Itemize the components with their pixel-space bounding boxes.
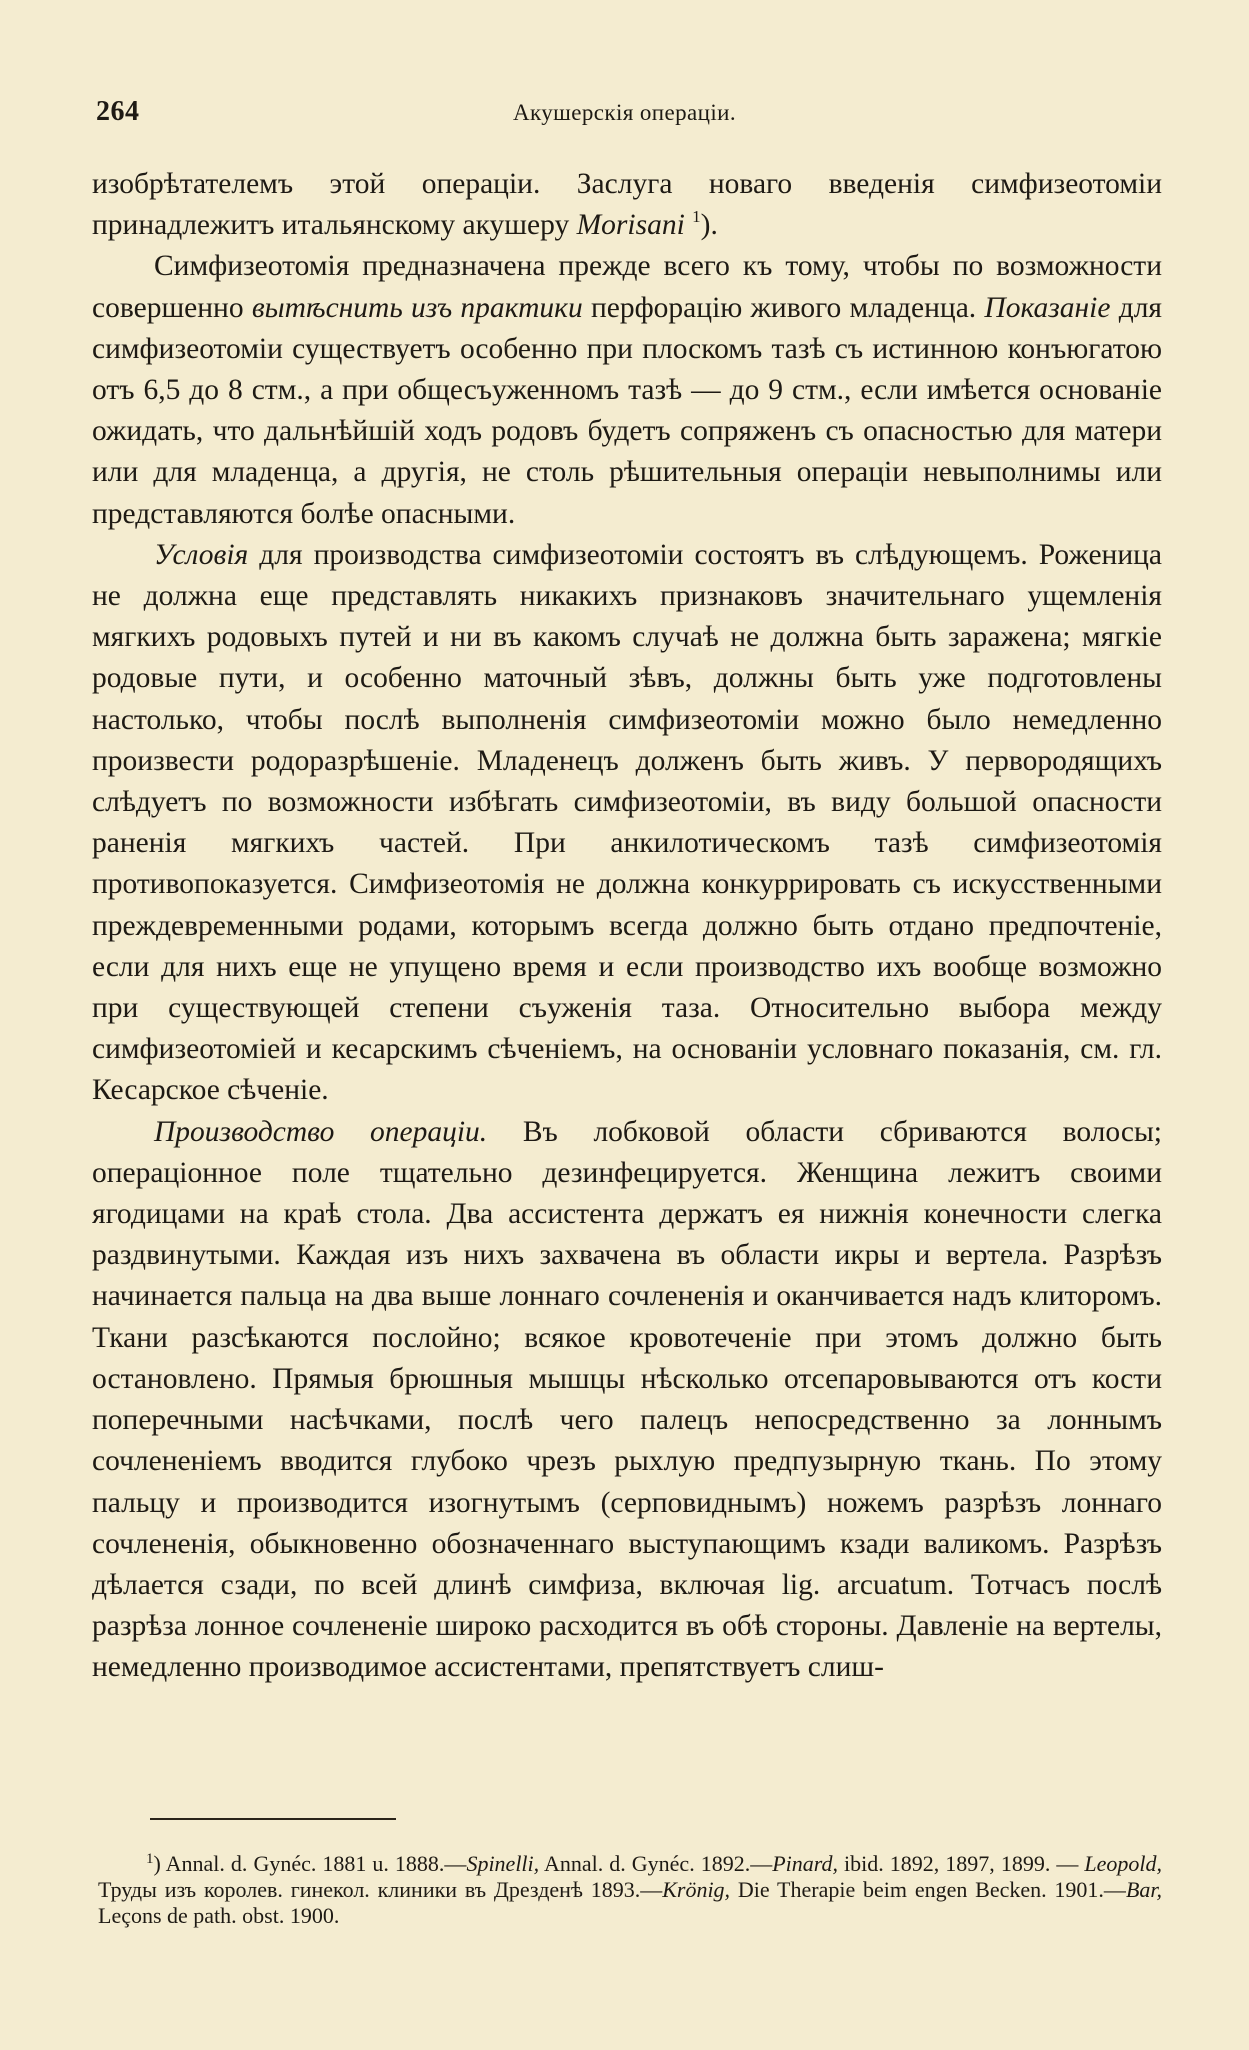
footnote-text-a: ) Annal. d. Gynéc. 1881 u. 1888.— [153, 1851, 467, 1876]
footnote-text-f: Leçons de path. obst. 1900. [98, 1903, 340, 1928]
footnote-divider [150, 1818, 396, 1820]
footnote-author-leopold: Leopold, [1084, 1851, 1162, 1876]
paragraph-3-text: для производства симфизеотоміи состоятъ въ слѣдующемъ. Роженица не должна еще представлять никакихъ признаковъ значительнаго ущемленія мягкихъ родовыхъ путей и ни въ какомъ случаѣ не должна быть заражена; мягкіе родовые пути, и особенно маточный зѣвъ, должны быть уже подготовлены настолько, чтобы послѣ выполненія симфизеотоміи можно было немедленно произвести родоразрѣшеніе. Младенецъ долженъ быть живъ. У первородящихъ слѣдуетъ по возможности избѣгать симфизеотоміи, въ виду большой опасности раненія мягкихъ частей. При анкилотическомъ тазѣ симфизеотомія противопоказуется. Симфизеотомія не должна конкуррировать съ искусственными преждевременными родами, которымъ всегда должно быть отдано предпочтеніе, если для нихъ еще не упущено время и если производство ихъ вообще возможно при существующей степени съуженія таза. Относительно выбора между симфизеотоміей и кесарскимъ сѣченіемъ, на основаніи условнаго показанія, см. гл. Кесарское сѣченіе. [92, 538, 1162, 1107]
emphasis-usloviya: Условія [154, 538, 249, 571]
paragraph-1 [92, 164, 1162, 246]
author-name-morisani: Morisani [576, 209, 685, 242]
emphasis-vytesnit: вытѣснить изъ практики [251, 291, 583, 324]
paragraph-4 [92, 1112, 1162, 1689]
footnote-text-e: Die Therapie beim engen Becken. 1901.— [730, 1877, 1126, 1902]
paragraph-3 [92, 535, 1162, 1112]
page-number: 264 [96, 96, 140, 127]
main-text [92, 164, 1162, 1689]
emphasis-pokazanie: Показаніе [984, 291, 1111, 324]
paragraph-2-text-c: для симфизеотоміи существуетъ особенно при плоскомъ тазѣ съ истинною конъюгатою отъ 6,5 до 8 стм., а при общесъуженномъ тазѣ — до 9 стм., если имѣется основаніе ожидать, что дальнѣйшій ходъ родовъ будетъ сопряженъ съ опасностью для матери или для младенца, а другія, не столь рѣшительныя операціи невыполнимы или представляются болѣе опасными. [92, 291, 1162, 530]
footnote [98, 1846, 1162, 1929]
page-header [96, 96, 1153, 136]
paragraph-1-text: изобрѣтателемъ этой операціи. Заслуга новаго введенія симфизеотоміи принадлежитъ итальянскому акушеру [92, 168, 1162, 242]
footnote-author-kronig: Krönig, [662, 1877, 731, 1902]
footnote-text-c: ibid. 1892, 1897, 1899. — [838, 1851, 1085, 1876]
emphasis-proizvodstvo: Производство операціи. [154, 1115, 488, 1148]
footnote-text-d: Труды изъ королев. гинекол. клиники въ Дрезденѣ 1893.— [98, 1877, 663, 1902]
footnote-author-spinelli: Spinelli, [466, 1851, 540, 1876]
running-title: Акушерскія операціи. [513, 100, 736, 125]
footnote-text-b: Annal. d. Gynéc. 1892.— [539, 1851, 773, 1876]
paragraph-2-text-a: Симфизеотомія предназначена прежде всего къ тому, чтобы по возможности совершенно [92, 250, 1162, 324]
paragraph-1-end: ). [700, 209, 718, 242]
paragraph-2-text-b: перфорацію живого младенца. [582, 291, 985, 324]
paragraph-4-text: Въ лобковой области сбриваются волосы; операціонное поле тщательно дезинфецируется. Женщина лежитъ своими ягодицами на краѣ стола. Два ассистента держатъ ея нижнія конечности слегка раздвинутыми. Каждая изъ нихъ захвачена въ области икры и вертела. Разрѣзъ начинается пальца на два выше лоннаго сочлененія и оканчивается надъ клиторомъ. Ткани разсѣкаются послойно; всякое кровотеченіе при этомъ должно быть остановлено. Прямыя брюшныя мышцы нѣсколько отсепаровываются отъ кости поперечными насѣчками, послѣ чего палецъ непосредственно за лоннымъ сочлененіемъ вводится глубоко чрезъ рыхлую предпузырную ткань. По этому пальцу и производится изогнутымъ (серповиднымъ) ножемъ разрѣзъ лоннаго сочлененія, обыкновенно обозначеннаго выступающимъ кзади валикомъ. Разрѣзъ дѣлается сзади, по всей длинѣ симфиза, включая lig. arcuatum. Тотчасъ послѣ разрѣза лонное сочлененіе широко расходится въ обѣ стороны. Давленіе на вертелы, немедленно производимое ассистентами, препятствуетъ слиш- [92, 1115, 1162, 1684]
footnote-mark: 1 [146, 1851, 154, 1867]
footnote-author-pinard: Pinard, [772, 1851, 839, 1876]
footnote-reference[interactable]: 1 [692, 207, 701, 227]
footnote-author-bar: Bar, [1125, 1877, 1162, 1902]
paragraph-2 [92, 246, 1162, 534]
